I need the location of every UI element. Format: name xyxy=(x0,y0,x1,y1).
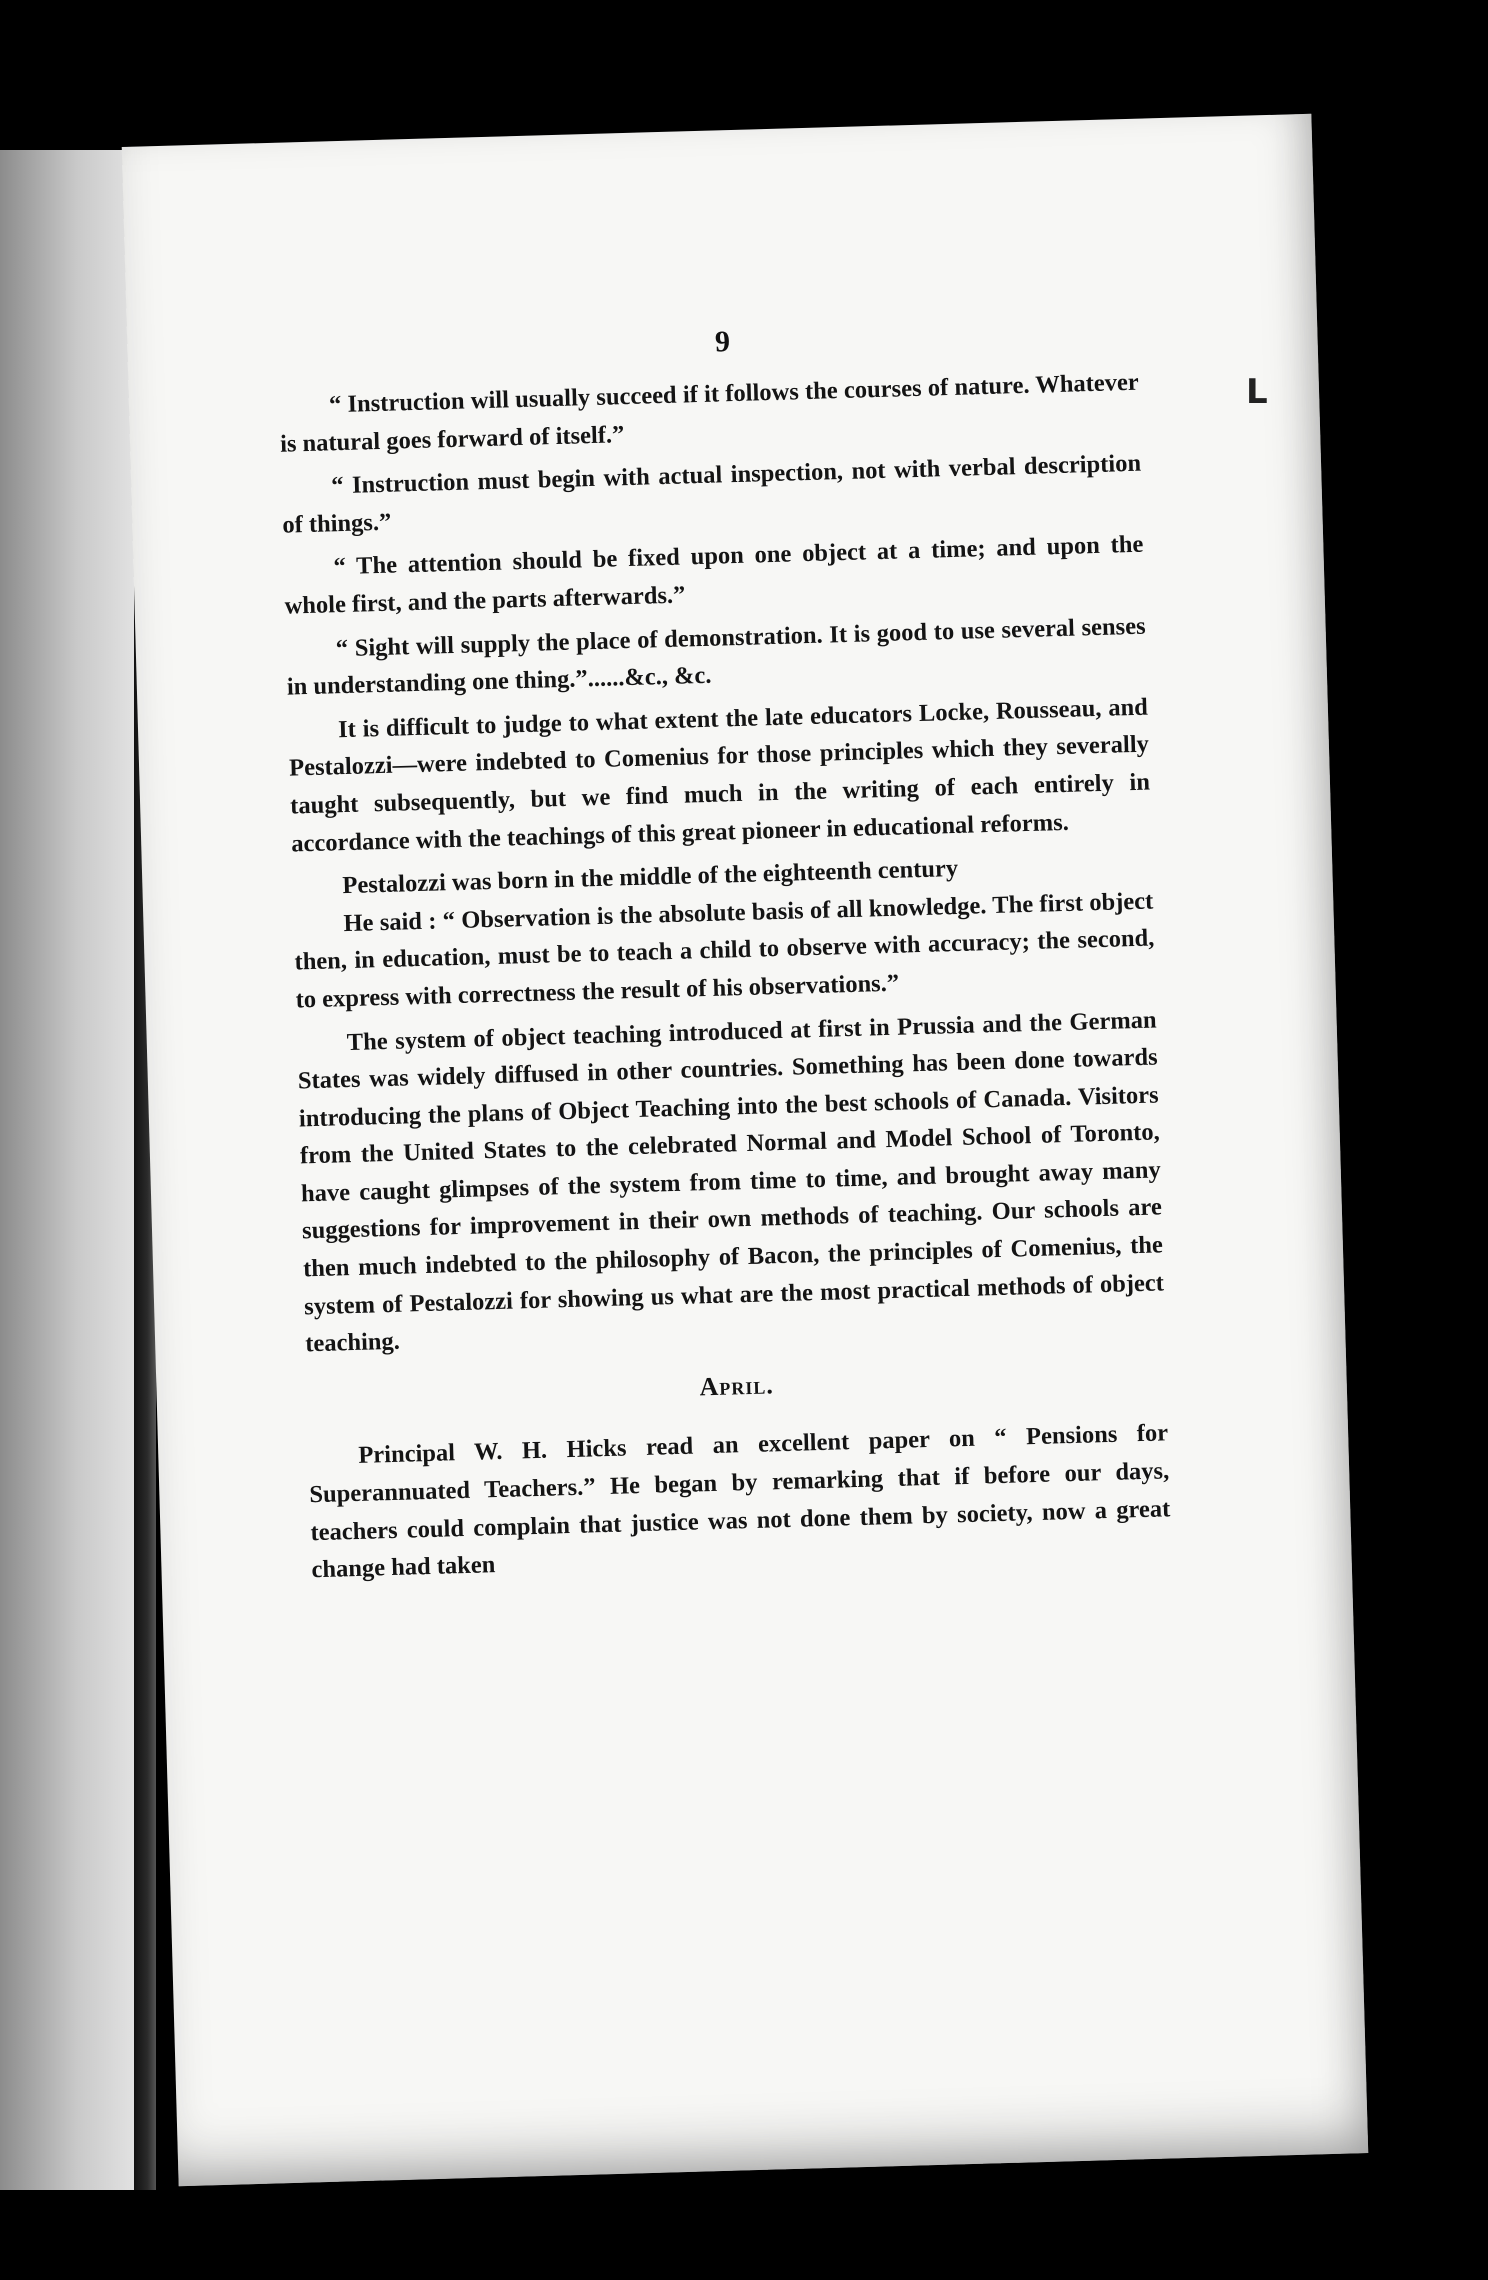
page-number: 9 xyxy=(714,325,731,359)
scanned-page xyxy=(122,114,1368,2186)
quote-paragraph-2: “ Instruction must begin with actual inspection, not with verbal description of things.” xyxy=(281,449,1142,539)
section-heading-april: April. xyxy=(699,1370,775,1402)
margin-mark: L xyxy=(1246,372,1268,412)
object-teaching-paragraph: The system of object teaching introduced at first in Prussia and the German States was widely diffused in other countries. Something has been done towards introducing the plans of Object Teaching into the best schools of Canada. Visitors from the United States to the celebrated Normal and Model School of Toronto, have caught glimpses of the system from time to time, and brought away many suggestions for improvement in their own methods of teaching. Our schools are then much indebted to the philosophy of Bacon, the principles of Comenius, the system of Pestalozzi for showing us what are the most practical methods of object teaching. xyxy=(297,1005,1165,1358)
pestalozzi-quote-paragraph: He said : “ Observation is the absolute basis of all knowledge. The first object then, in education, must be to teach a child to observe with accuracy; the second, to express with correctness the result of his observations.” xyxy=(294,887,1155,1014)
pestalozzi-birth-line: Pestalozzi was born in the middle of the eighteenth century xyxy=(342,855,959,900)
facing-page-edge xyxy=(0,150,140,2190)
quote-paragraph-1: “ Instruction will usually succeed if it follows the courses of nature. Whatever is natural goes forward of itself.” xyxy=(279,368,1140,458)
page-body xyxy=(279,364,1172,1595)
comenius-influence-paragraph: It is difficult to judge to what extent the late educators Locke, Rousseau, and Pestalozzi—were indebted to Comenius for those principles which they severally taught subsequently, but we find much in the writing of each entirely in accordance with the teachings of this great pioneer in educational reforms. xyxy=(288,693,1151,858)
hicks-paper-paragraph: Principal W. H. Hicks read an excellent paper on “ Pensions for Superannuated Teachers.” He began by remarking that if before our days, teachers could complain that justice was not done them by society, now a great change had taken xyxy=(309,1419,1171,1584)
quote-paragraph-4: “ Sight will supply the place of demonstration. It is good to use several senses in understanding one thing.”......&c., &c. xyxy=(286,612,1146,701)
quote-paragraph-3: “ The attention should be fixed upon one object at a time; and upon the whole first, and the parts afterwards.” xyxy=(284,531,1144,620)
